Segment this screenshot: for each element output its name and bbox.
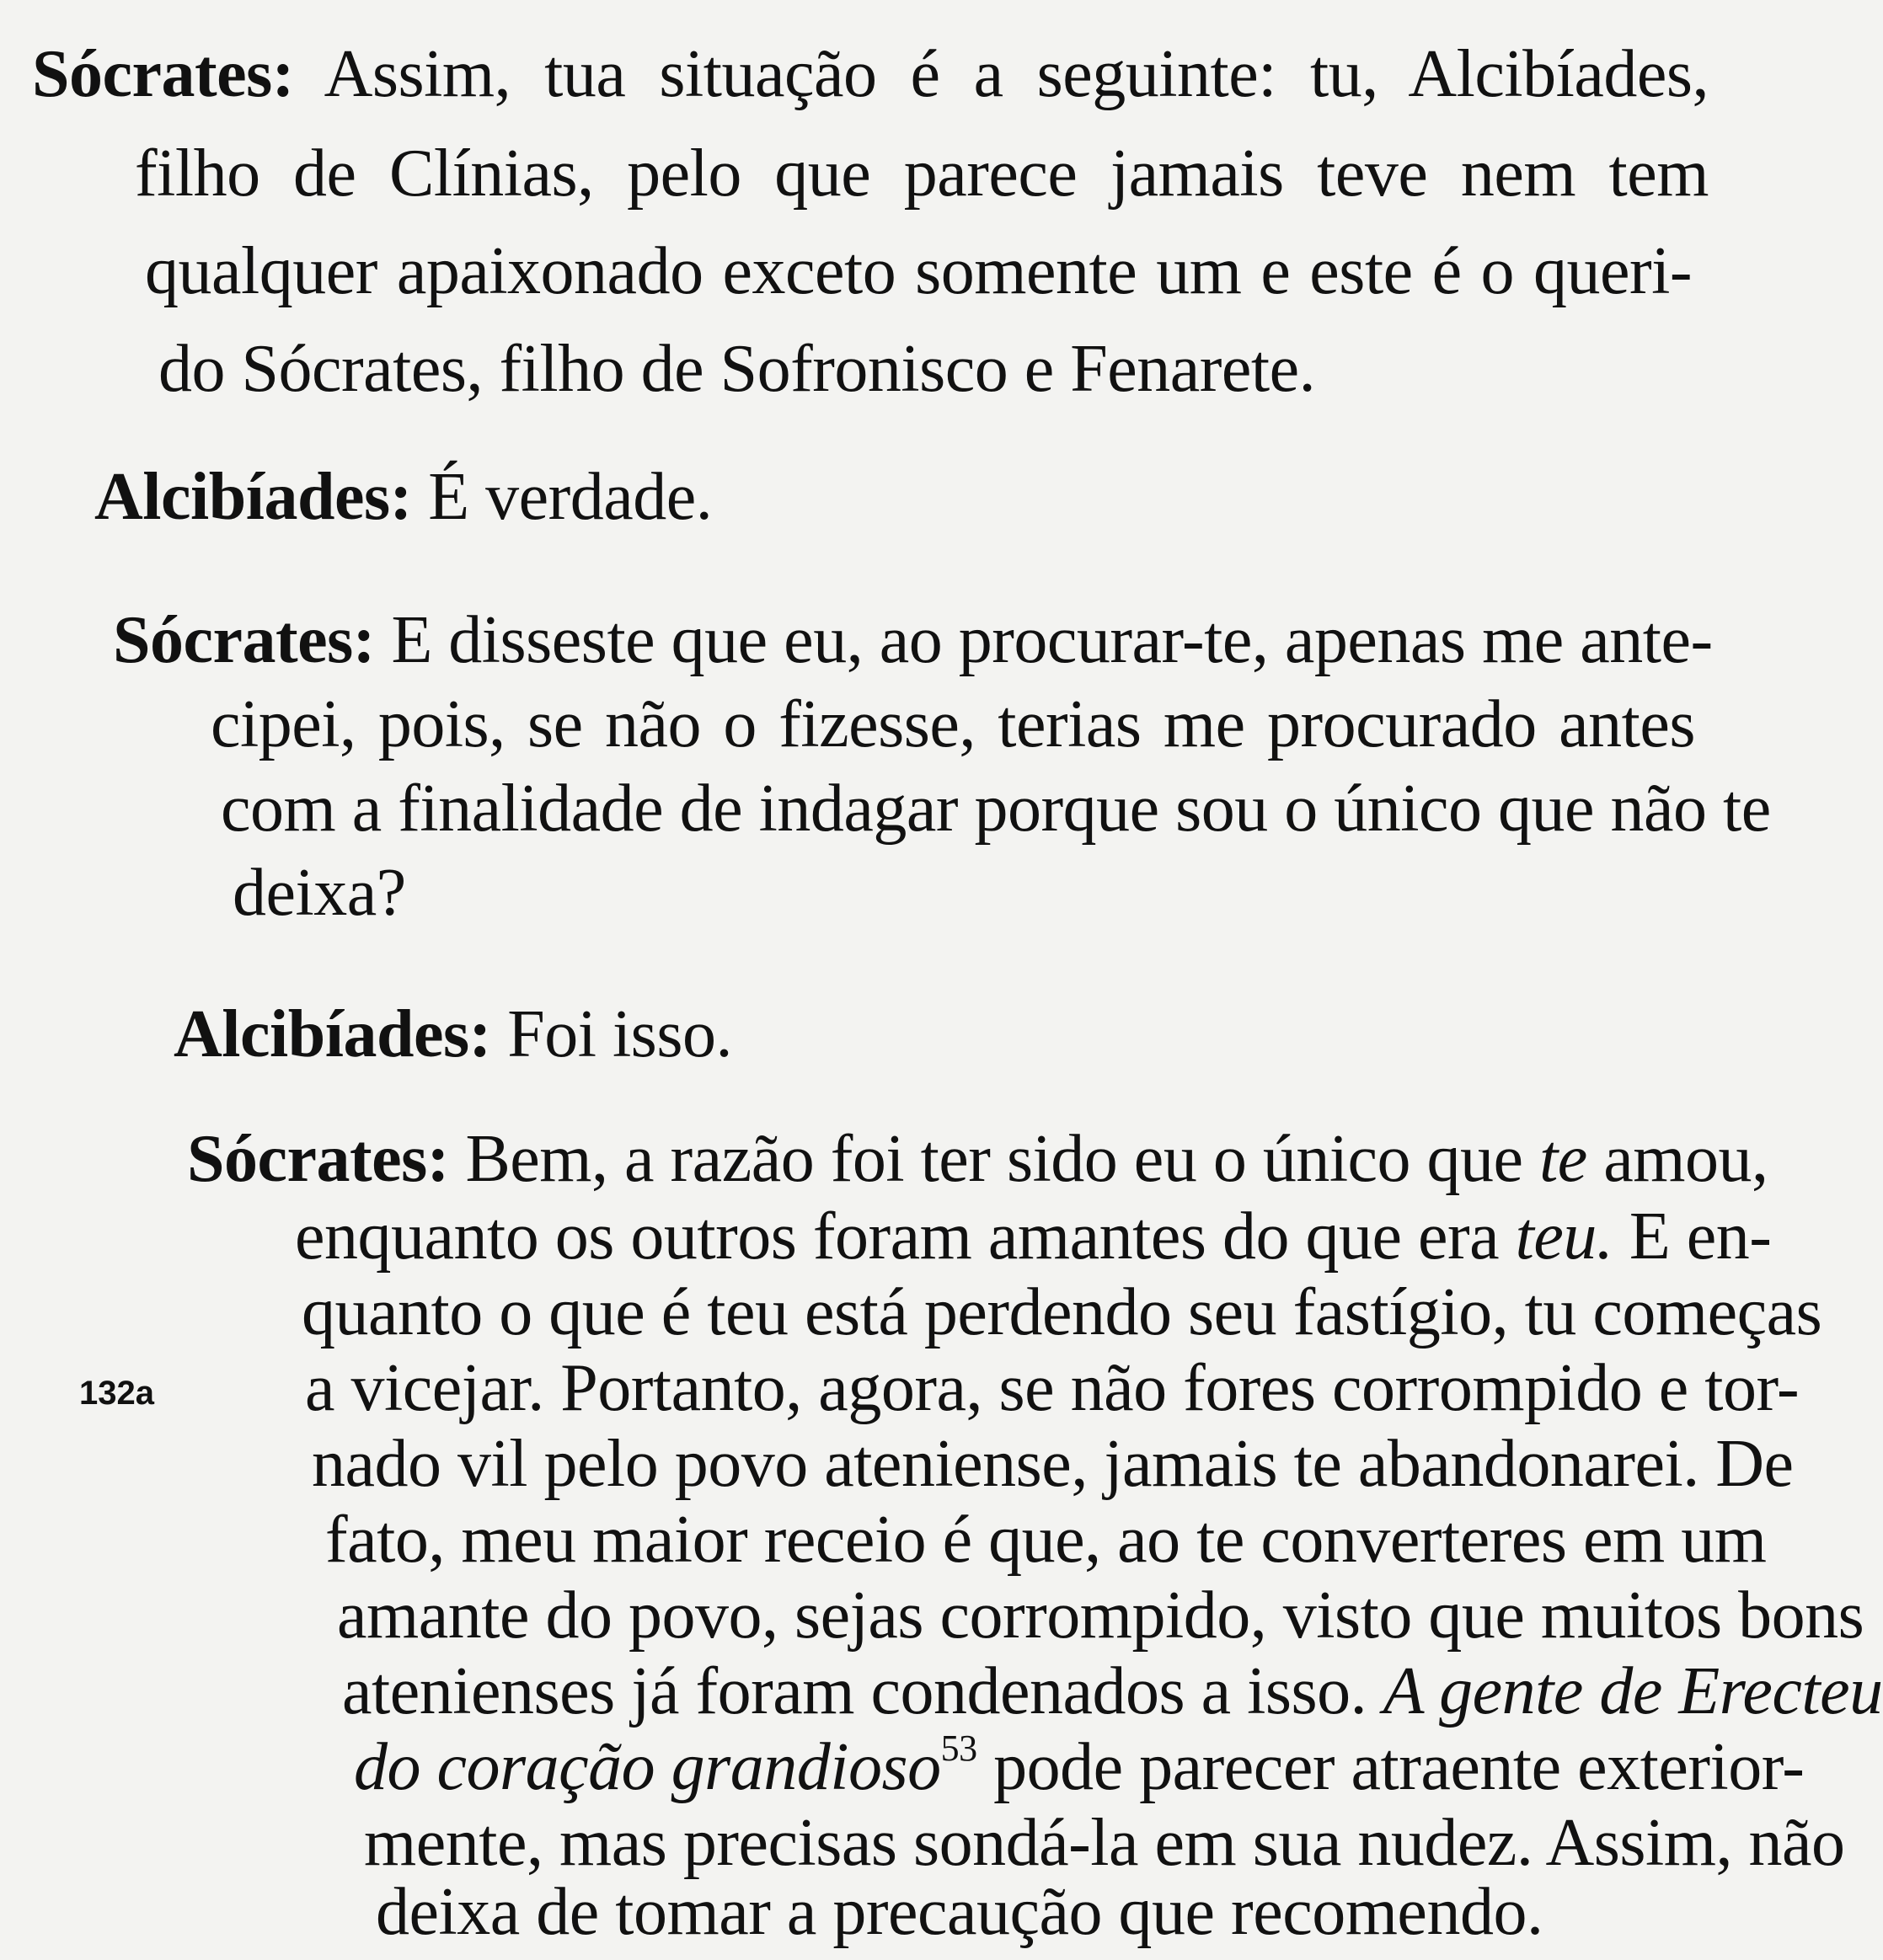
text-line	[295, 1199, 1771, 1274]
italic-run: teu.	[1515, 1199, 1613, 1274]
text-line: do Sócrates, filho de Sofronisco e Fenarete.	[158, 332, 1316, 406]
speaker-label: Alcibíades:	[94, 460, 412, 534]
paragraph-5-line-7	[337, 1575, 1864, 1656]
italic-run: A gente de Erecteu	[1383, 1654, 1883, 1728]
paragraph-5-line-11	[376, 1872, 1543, 1952]
text-run: enquanto os outros foram amantes do que era	[295, 1199, 1516, 1274]
text-line	[354, 1730, 1804, 1804]
paragraph-4-line-1	[174, 994, 732, 1075]
text-line	[342, 1654, 1883, 1728]
paragraph-1-line-2	[135, 133, 1709, 214]
paragraph-3-line-3	[221, 768, 1771, 849]
paragraph-5-line-5	[312, 1423, 1794, 1504]
text-run: Bem, a razão foi ter sido eu o único que	[465, 1122, 1540, 1196]
paragraph-1-line-3	[145, 231, 1692, 312]
text-run: atenienses já foram condenados a isso.	[342, 1654, 1383, 1728]
text-line: deixa?	[233, 856, 406, 930]
text-line: quanto o que é teu está perdendo seu fastígio, tu começas	[302, 1275, 1822, 1349]
text-line: a vicejar. Portanto, agora, se não fores corrompido e tor-	[305, 1351, 1800, 1425]
paragraph-5-line-8	[342, 1651, 1883, 1732]
speaker-label: Alcibíades:	[174, 997, 491, 1071]
speaker-label: Sócrates:	[32, 37, 294, 111]
text-run: E en-	[1613, 1199, 1772, 1274]
margin-reference-number: 132a	[79, 1375, 154, 1412]
text-line: mente, mas precisas sondá-la em sua nudez. Assim, não	[364, 1806, 1845, 1880]
footnote-ref: 53	[940, 1728, 977, 1769]
text-line: nado vil pelo povo ateniense, jamais te abandonarei. De	[312, 1427, 1794, 1501]
text-line: qualquer apaixonado exceto somente um e este é o queri-	[145, 234, 1692, 308]
italic-run: do coração grandioso	[354, 1730, 941, 1804]
paragraph-5-line-2	[295, 1196, 1772, 1277]
text-line: deixa de tomar a precaução que recomendo.	[376, 1875, 1543, 1949]
speaker-label: Sócrates:	[113, 603, 375, 677]
text-line: com a finalidade de indagar porque sou o único que não te	[221, 772, 1771, 846]
italic-run: te	[1539, 1122, 1587, 1196]
text-line: É verdade.	[428, 460, 713, 534]
text-line: E disseste que eu, ao procurar-te, apenas me ante-	[391, 603, 1713, 677]
text-line: filho de Clínias, pelo que parece jamais teve nem tem	[135, 136, 1709, 211]
speaker-label: Sócrates:	[187, 1122, 449, 1196]
text-line: amante do povo, sejas corrompido, visto que muitos bons	[337, 1578, 1864, 1653]
text-line: fato, meu maior receio é que, ao te converteres em um	[325, 1503, 1767, 1577]
paragraph-5-line-6	[325, 1499, 1767, 1580]
paragraph-5-line-3	[302, 1272, 1822, 1353]
paragraph-5-line-9	[354, 1727, 1805, 1808]
paragraph-1-line-1	[32, 34, 1709, 115]
text-line: Foi isso.	[507, 997, 732, 1071]
paragraph-1-line-4	[158, 328, 1315, 409]
paragraph-3-line-4	[233, 852, 406, 933]
paragraph-2-line-1	[94, 457, 712, 537]
paragraph-5-line-4	[305, 1348, 1800, 1429]
text-run: pode parecer atraente exterior-	[976, 1730, 1805, 1804]
paragraph-3-line-1	[113, 600, 1713, 681]
paragraph-5-line-1	[187, 1119, 1768, 1199]
text-line	[465, 1122, 1768, 1196]
text-line: Assim, tua situação é a seguinte: tu, Alcibíades,	[324, 37, 1709, 111]
text-line: cipei, pois, se não o fizesse, terias me procurado antes	[211, 687, 1695, 761]
paragraph-3-line-2	[211, 684, 1695, 765]
text-run: amou,	[1586, 1122, 1768, 1196]
